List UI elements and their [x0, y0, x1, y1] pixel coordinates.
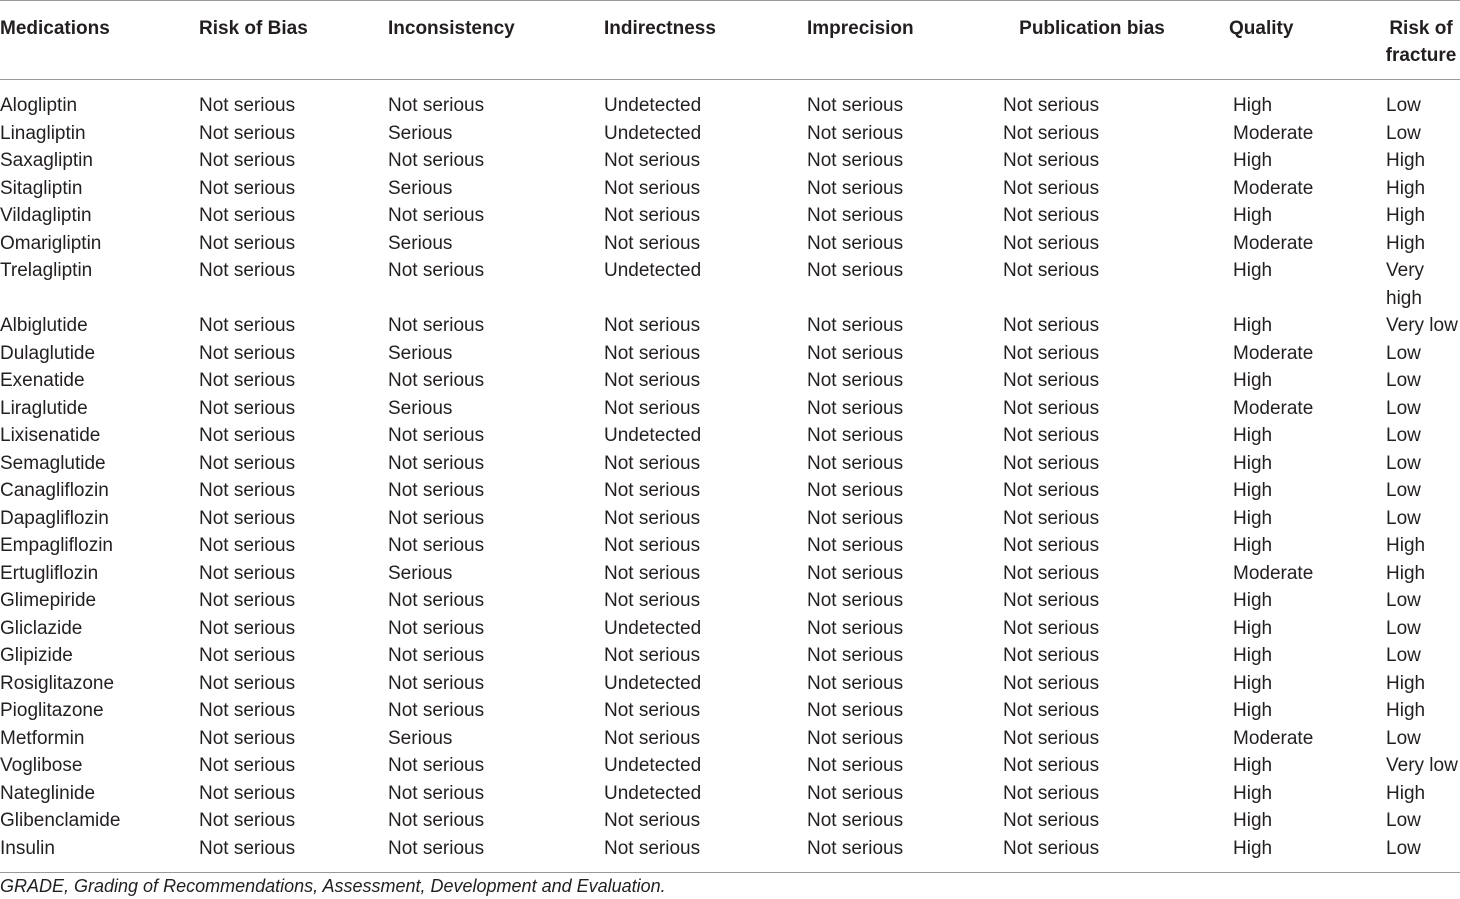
- table-row: [0, 560, 1460, 588]
- risk-of-fracture-cell: Very low: [1386, 755, 1458, 776]
- risk-of-fracture-cell: High: [1386, 150, 1426, 171]
- risk-of-bias-cell: Not serious: [199, 727, 296, 749]
- table-row: [0, 257, 1460, 312]
- quality-cell: Moderate: [1233, 342, 1314, 364]
- quality-cell: High: [1233, 150, 1273, 171]
- publication-bias-cell: Not serious: [1003, 480, 1100, 501]
- imprecision-cell: Not serious: [807, 370, 904, 391]
- risk-of-bias-cell: Not serious: [199, 700, 296, 721]
- inconsistency-cell: Not serious: [388, 782, 485, 804]
- inconsistency-cell: Serious: [388, 342, 453, 364]
- imprecision-cell: Not serious: [807, 782, 904, 804]
- risk-of-fracture-cell: Low: [1386, 480, 1421, 501]
- medication-cell: Saxagliptin: [0, 150, 93, 171]
- risk-of-bias-cell: Not serious: [199, 645, 296, 666]
- inconsistency-cell: Not serious: [388, 755, 485, 776]
- risk-of-fracture-cell: High: [1386, 205, 1426, 226]
- quality-cell: High: [1233, 260, 1273, 281]
- header-inconsistency: Inconsistency: [388, 1, 604, 80]
- medication-cell: Semaglutide: [0, 452, 106, 474]
- risk-of-fracture-cell: High: [1386, 672, 1426, 694]
- medication-cell: Ertugliflozin: [0, 562, 99, 584]
- imprecision-cell: Not serious: [807, 507, 904, 529]
- inconsistency-cell: Serious: [388, 122, 453, 144]
- imprecision-cell: Not serious: [807, 122, 904, 144]
- inconsistency-cell: Not serious: [388, 645, 485, 666]
- medication-cell: Dulaglutide: [0, 342, 96, 364]
- inconsistency-cell: Not serious: [388, 700, 485, 721]
- header-indirectness: Indirectness: [604, 1, 807, 80]
- publication-bias-cell: Not serious: [1003, 150, 1100, 171]
- quality-cell: High: [1233, 370, 1273, 391]
- medication-cell: Canagliflozin: [0, 480, 109, 501]
- imprecision-cell: Not serious: [807, 700, 904, 721]
- inconsistency-cell: Not serious: [388, 672, 485, 694]
- table-footer: [0, 873, 1460, 876]
- risk-of-fracture-cell: Low: [1386, 425, 1421, 446]
- imprecision-cell: Not serious: [807, 260, 904, 281]
- quality-cell: High: [1233, 507, 1273, 529]
- quality-cell: High: [1233, 782, 1273, 804]
- medication-cell: Rosiglitazone: [0, 672, 115, 694]
- imprecision-cell: Not serious: [807, 645, 904, 666]
- table-row: [0, 422, 1460, 450]
- indirectness-cell: Not serious: [604, 452, 701, 474]
- imprecision-cell: Not serious: [807, 205, 904, 226]
- publication-bias-cell: Not serious: [1003, 507, 1100, 529]
- risk-of-fracture-cell: Low: [1386, 342, 1421, 364]
- publication-bias-cell: Not serious: [1003, 315, 1100, 336]
- quality-cell: Moderate: [1233, 397, 1314, 419]
- inconsistency-cell: Not serious: [388, 315, 485, 336]
- table-row: [0, 697, 1460, 725]
- indirectness-cell: Not serious: [604, 232, 701, 254]
- risk-of-fracture-cell: Low: [1386, 617, 1421, 639]
- risk-of-bias-cell: Not serious: [199, 480, 296, 501]
- imprecision-cell: Not serious: [807, 95, 904, 116]
- publication-bias-cell: Not serious: [1003, 782, 1100, 804]
- indirectness-cell: Not serious: [604, 535, 701, 556]
- publication-bias-cell: Not serious: [1003, 617, 1100, 639]
- publication-bias-cell: Not serious: [1003, 700, 1100, 721]
- inconsistency-cell: Serious: [388, 177, 453, 199]
- quality-cell: High: [1233, 452, 1273, 474]
- header-row: [0, 1, 1460, 80]
- table-row: [0, 450, 1460, 478]
- risk-of-bias-cell: Not serious: [199, 452, 296, 474]
- header-quality: Quality: [1221, 1, 1382, 80]
- quality-cell: High: [1233, 755, 1273, 776]
- quality-cell: High: [1233, 700, 1273, 721]
- indirectness-cell: Not serious: [604, 480, 701, 501]
- medication-cell: Exenatide: [0, 370, 85, 391]
- quality-cell: Moderate: [1233, 177, 1314, 199]
- quality-cell: High: [1233, 810, 1273, 831]
- indirectness-cell: Not serious: [604, 700, 701, 721]
- risk-of-fracture-cell: Low: [1386, 645, 1421, 666]
- publication-bias-cell: Not serious: [1003, 452, 1100, 474]
- risk-of-fracture-cell: Low: [1386, 122, 1421, 144]
- imprecision-cell: Not serious: [807, 755, 904, 776]
- table-row: [0, 120, 1460, 148]
- indirectness-cell: Undetected: [604, 782, 702, 804]
- indirectness-cell: Not serious: [604, 397, 701, 419]
- publication-bias-cell: Not serious: [1003, 177, 1100, 199]
- table-row: [0, 395, 1460, 423]
- risk-of-fracture-cell: Low: [1386, 727, 1421, 749]
- publication-bias-cell: Not serious: [1003, 810, 1100, 831]
- table-row: [0, 477, 1460, 505]
- inconsistency-cell: Not serious: [388, 617, 485, 639]
- header-publication-bias: Publication bias: [1003, 1, 1221, 80]
- table-row: [0, 780, 1460, 808]
- medication-cell: Glibenclamide: [0, 810, 121, 831]
- imprecision-cell: Not serious: [807, 810, 904, 831]
- inconsistency-cell: Not serious: [388, 95, 485, 116]
- risk-of-fracture-cell: Very low: [1386, 315, 1458, 336]
- quality-cell: High: [1233, 590, 1273, 611]
- risk-of-bias-cell: Not serious: [199, 810, 296, 831]
- indirectness-cell: Not serious: [604, 150, 701, 171]
- indirectness-cell: Not serious: [604, 837, 701, 859]
- indirectness-cell: Undetected: [604, 122, 702, 144]
- table-header: [0, 1, 1460, 80]
- publication-bias-cell: Not serious: [1003, 95, 1100, 116]
- risk-of-fracture-cell: Low: [1386, 452, 1421, 474]
- indirectness-cell: Not serious: [604, 205, 701, 226]
- table-row: [0, 807, 1460, 835]
- table-row: [0, 202, 1460, 230]
- inconsistency-cell: Not serious: [388, 535, 485, 556]
- table-row: [0, 367, 1460, 395]
- publication-bias-cell: Not serious: [1003, 837, 1100, 859]
- imprecision-cell: Not serious: [807, 480, 904, 501]
- risk-of-bias-cell: Not serious: [199, 837, 296, 859]
- publication-bias-cell: Not serious: [1003, 535, 1100, 556]
- risk-of-bias-cell: Not serious: [199, 150, 296, 171]
- indirectness-cell: Not serious: [604, 727, 701, 749]
- risk-of-fracture-cell: Low: [1386, 507, 1421, 529]
- inconsistency-cell: Not serious: [388, 260, 485, 281]
- imprecision-cell: Not serious: [807, 672, 904, 694]
- risk-of-bias-cell: Not serious: [199, 370, 296, 391]
- imprecision-cell: Not serious: [807, 150, 904, 171]
- imprecision-cell: Not serious: [807, 397, 904, 419]
- quality-cell: High: [1233, 617, 1273, 639]
- quality-cell: High: [1233, 480, 1273, 501]
- inconsistency-cell: Not serious: [388, 150, 485, 171]
- publication-bias-cell: Not serious: [1003, 672, 1100, 694]
- risk-of-bias-cell: Not serious: [199, 342, 296, 364]
- quality-cell: High: [1233, 645, 1273, 666]
- publication-bias-cell: Not serious: [1003, 727, 1100, 749]
- risk-of-fracture-cell: High: [1386, 562, 1426, 584]
- inconsistency-cell: Not serious: [388, 810, 485, 831]
- publication-bias-cell: Not serious: [1003, 397, 1100, 419]
- table-row: [0, 670, 1460, 698]
- publication-bias-cell: Not serious: [1003, 755, 1100, 776]
- imprecision-cell: Not serious: [807, 315, 904, 336]
- inconsistency-cell: Serious: [388, 397, 453, 419]
- imprecision-cell: Not serious: [807, 232, 904, 254]
- table-row: [0, 175, 1460, 203]
- quality-cell: Moderate: [1233, 727, 1314, 749]
- table-row: [0, 532, 1460, 560]
- table-row: [0, 230, 1460, 258]
- risk-of-bias-cell: Not serious: [199, 122, 296, 144]
- indirectness-cell: Not serious: [604, 645, 701, 666]
- medication-cell: Insulin: [0, 837, 55, 859]
- table-row: [0, 587, 1460, 615]
- quality-cell: High: [1233, 425, 1273, 446]
- risk-of-fracture-cell: High: [1386, 535, 1426, 556]
- risk-of-bias-cell: Not serious: [199, 617, 296, 639]
- risk-of-fracture-cell: Low: [1386, 397, 1421, 419]
- table-row: [0, 752, 1460, 780]
- inconsistency-cell: Not serious: [388, 205, 485, 226]
- medication-cell: Linagliptin: [0, 122, 86, 144]
- inconsistency-cell: Not serious: [388, 837, 485, 859]
- quality-cell: High: [1233, 315, 1273, 336]
- imprecision-cell: Not serious: [807, 837, 904, 859]
- risk-of-bias-cell: Not serious: [199, 315, 296, 336]
- publication-bias-cell: Not serious: [1003, 122, 1100, 144]
- indirectness-cell: Undetected: [604, 672, 702, 694]
- table-row: [0, 80, 1460, 120]
- medication-cell: Vildagliptin: [0, 205, 92, 226]
- medication-cell: Metformin: [0, 727, 85, 749]
- risk-of-fracture-cell: Low: [1386, 95, 1421, 116]
- footer-rule-row: [0, 873, 1460, 876]
- indirectness-cell: Undetected: [604, 260, 702, 281]
- indirectness-cell: Undetected: [604, 425, 702, 446]
- risk-of-fracture-cell: High: [1386, 782, 1426, 804]
- indirectness-cell: Not serious: [604, 590, 701, 611]
- inconsistency-cell: Serious: [388, 562, 453, 584]
- medication-cell: Trelagliptin: [0, 260, 93, 281]
- publication-bias-cell: Not serious: [1003, 232, 1100, 254]
- publication-bias-cell: Not serious: [1003, 205, 1100, 226]
- risk-of-fracture-cell: Low: [1386, 810, 1421, 831]
- header-risk-of-fracture: Risk of fracture: [1382, 1, 1460, 80]
- header-risk-of-bias: Risk of Bias: [199, 1, 388, 80]
- risk-of-fracture-cell: Low: [1386, 837, 1421, 859]
- quality-cell: High: [1233, 95, 1273, 116]
- quality-cell: Moderate: [1233, 122, 1314, 144]
- risk-of-bias-cell: Not serious: [199, 260, 296, 281]
- medication-cell: Voglibose: [0, 755, 83, 776]
- publication-bias-cell: Not serious: [1003, 425, 1100, 446]
- medication-cell: Sitagliptin: [0, 177, 83, 199]
- risk-of-bias-cell: Not serious: [199, 755, 296, 776]
- table-row: [0, 725, 1460, 753]
- risk-of-fracture-cell: Very high: [1386, 260, 1425, 309]
- quality-cell: High: [1233, 672, 1273, 694]
- quality-cell: Moderate: [1233, 232, 1314, 254]
- table-footnote: GRADE, Grading of Recommendations, Assessment, Development and Evaluation.: [0, 876, 666, 896]
- imprecision-cell: Not serious: [807, 535, 904, 556]
- imprecision-cell: Not serious: [807, 177, 904, 199]
- risk-of-bias-cell: Not serious: [199, 590, 296, 611]
- table-row: [0, 147, 1460, 175]
- risk-of-bias-cell: Not serious: [199, 562, 296, 584]
- medication-cell: Liraglutide: [0, 397, 88, 419]
- risk-of-bias-cell: Not serious: [199, 397, 296, 419]
- publication-bias-cell: Not serious: [1003, 370, 1100, 391]
- indirectness-cell: Not serious: [604, 177, 701, 199]
- risk-of-bias-cell: Not serious: [199, 535, 296, 556]
- inconsistency-cell: Serious: [388, 727, 453, 749]
- indirectness-cell: Not serious: [604, 370, 701, 391]
- risk-of-fracture-cell: High: [1386, 700, 1426, 721]
- publication-bias-cell: Not serious: [1003, 562, 1100, 584]
- publication-bias-cell: Not serious: [1003, 260, 1100, 281]
- imprecision-cell: Not serious: [807, 452, 904, 474]
- indirectness-cell: Undetected: [604, 617, 702, 639]
- imprecision-cell: Not serious: [807, 342, 904, 364]
- risk-of-bias-cell: Not serious: [199, 205, 296, 226]
- risk-of-bias-cell: Not serious: [199, 782, 296, 804]
- inconsistency-cell: Not serious: [388, 507, 485, 529]
- quality-cell: High: [1233, 535, 1273, 556]
- imprecision-cell: Not serious: [807, 617, 904, 639]
- inconsistency-cell: Not serious: [388, 480, 485, 501]
- risk-of-bias-cell: Not serious: [199, 177, 296, 199]
- risk-of-bias-cell: Not serious: [199, 425, 296, 446]
- risk-of-fracture-cell: High: [1386, 232, 1426, 254]
- header-medications: Medications: [0, 1, 199, 80]
- risk-of-fracture-cell: Low: [1386, 370, 1421, 391]
- table-row: [0, 340, 1460, 368]
- medication-cell: Lixisenatide: [0, 425, 101, 446]
- indirectness-cell: Not serious: [604, 810, 701, 831]
- indirectness-cell: Not serious: [604, 342, 701, 364]
- imprecision-cell: Not serious: [807, 727, 904, 749]
- risk-of-bias-cell: Not serious: [199, 507, 296, 529]
- imprecision-cell: Not serious: [807, 590, 904, 611]
- imprecision-cell: Not serious: [807, 425, 904, 446]
- table-row: [0, 615, 1460, 643]
- inconsistency-cell: Not serious: [388, 425, 485, 446]
- medication-cell: Dapagliflozin: [0, 507, 109, 529]
- medication-cell: Empagliflozin: [0, 535, 113, 556]
- table-row: [0, 835, 1460, 873]
- risk-of-bias-cell: Not serious: [199, 672, 296, 694]
- indirectness-cell: Not serious: [604, 315, 701, 336]
- quality-cell: High: [1233, 205, 1273, 226]
- risk-of-bias-cell: Not serious: [199, 95, 296, 116]
- medication-cell: Alogliptin: [0, 95, 78, 116]
- table-row: [0, 505, 1460, 533]
- quality-cell: High: [1233, 837, 1273, 859]
- indirectness-cell: Undetected: [604, 95, 702, 116]
- medication-cell: Glipizide: [0, 645, 73, 666]
- publication-bias-cell: Not serious: [1003, 342, 1100, 364]
- inconsistency-cell: Not serious: [388, 452, 485, 474]
- header-imprecision: Imprecision: [807, 1, 1003, 80]
- table-row: [0, 642, 1460, 670]
- risk-of-bias-cell: Not serious: [199, 232, 296, 254]
- publication-bias-cell: Not serious: [1003, 590, 1100, 611]
- risk-of-fracture-cell: High: [1386, 177, 1426, 199]
- inconsistency-cell: Not serious: [388, 370, 485, 391]
- publication-bias-cell: Not serious: [1003, 645, 1100, 666]
- medication-cell: Omarigliptin: [0, 232, 102, 254]
- table-body: [0, 80, 1460, 873]
- medication-cell: Pioglitazone: [0, 700, 104, 721]
- indirectness-cell: Undetected: [604, 755, 702, 776]
- indirectness-cell: Not serious: [604, 562, 701, 584]
- indirectness-cell: Not serious: [604, 507, 701, 529]
- inconsistency-cell: Not serious: [388, 590, 485, 611]
- table-row: [0, 312, 1460, 340]
- imprecision-cell: Not serious: [807, 562, 904, 584]
- risk-of-fracture-cell: Low: [1386, 590, 1421, 611]
- medication-cell: Nateglinide: [0, 782, 96, 804]
- medication-cell: Gliclazide: [0, 617, 83, 639]
- inconsistency-cell: Serious: [388, 232, 453, 254]
- footer-rule: [0, 873, 1460, 876]
- quality-cell: Moderate: [1233, 562, 1314, 584]
- medication-cell: Albiglutide: [0, 315, 88, 336]
- medication-cell: Glimepiride: [0, 590, 97, 611]
